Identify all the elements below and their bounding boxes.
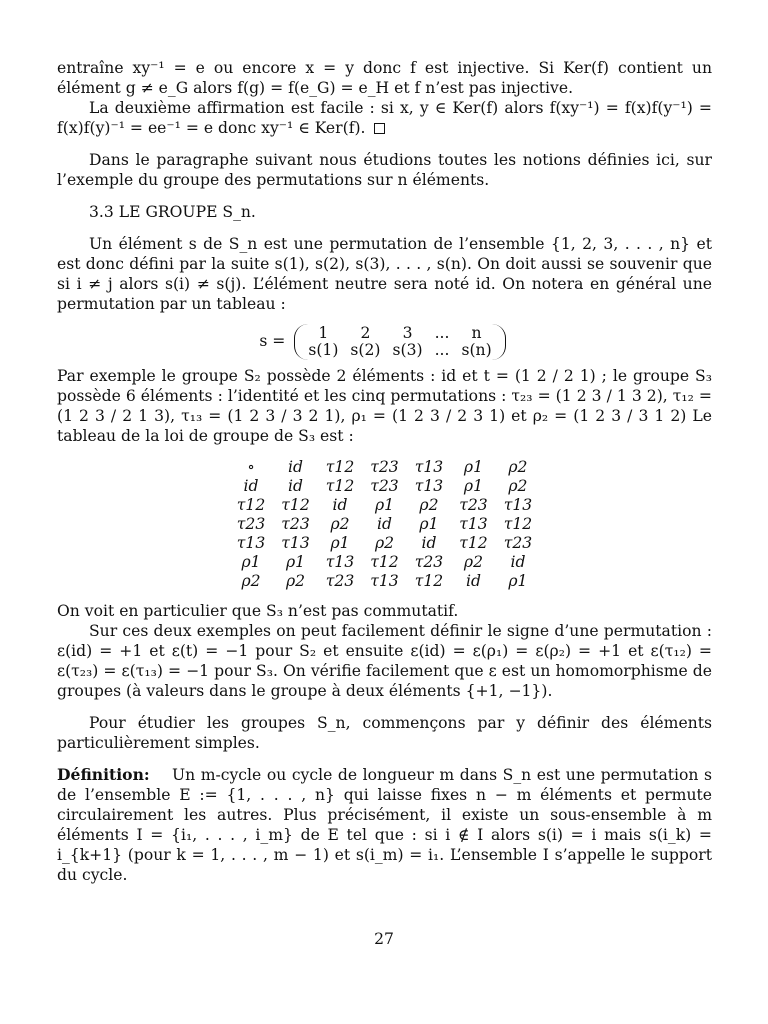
law-table-cell: id <box>332 496 348 514</box>
law-table-cell: ρ2 <box>241 572 261 590</box>
law-table-cell: τ13 <box>236 534 266 552</box>
law-table-cell: τ23 <box>503 534 533 552</box>
law-table-cell: τ23 <box>370 458 399 476</box>
permutation-matrix <box>294 324 505 360</box>
matrix-cell: s(n) <box>461 341 492 359</box>
matrix-cell: n <box>471 324 482 342</box>
law-table-cell: ρ2 <box>419 496 439 514</box>
matrix-cell: 3 <box>402 324 413 342</box>
law-table-cell: τ23 <box>459 496 488 514</box>
law-table-cell: τ12 <box>370 553 399 571</box>
matrix-cell: s(3) <box>392 341 423 359</box>
law-table-cell: ρ2 <box>463 553 483 571</box>
law-table-cell: id <box>243 477 259 495</box>
law-table-row <box>229 534 540 553</box>
matrix-row <box>302 325 497 342</box>
definition <box>57 765 712 885</box>
law-table-cell: τ13 <box>503 496 533 514</box>
law-table-cell: id <box>465 572 481 590</box>
law-table-row <box>229 515 540 534</box>
law-table-cell: τ12 <box>459 534 488 552</box>
group-law-table <box>229 458 540 591</box>
matrix-cell: ... <box>434 324 450 342</box>
law-table-cell: τ23 <box>325 572 355 590</box>
law-table-row <box>229 572 540 591</box>
paragraph-study: Pour étudier les groupes S_n, commençons par y définir des éléments particulièrement simples. <box>57 714 712 752</box>
matrix-cell: s(1) <box>308 341 339 359</box>
paragraph-noncommutative: On voit en particulier que S₃ n’est pas commutatif. <box>57 602 459 620</box>
law-table-cell: ρ1 <box>419 515 439 533</box>
law-table-cell: τ13 <box>281 534 310 552</box>
paragraph-kernel: La deuxième affirmation est facile : si x, y ∈ Ker(f) alors f(xy⁻¹) = f(x)f(y⁻¹) = f(x)f(y)⁻¹ = ee⁻¹ = e donc xy⁻¹ ∈ Ker(f). <box>57 99 712 137</box>
law-table-cell: τ23 <box>236 515 266 533</box>
law-table-row <box>229 458 540 477</box>
law-table-cell: ρ1 <box>330 534 350 552</box>
matrix-cell: ... <box>434 341 450 359</box>
law-table-cell: id <box>288 458 304 476</box>
law-table-cell: ρ2 <box>508 477 528 495</box>
matrix-cell: 2 <box>360 324 371 342</box>
law-table-row <box>229 553 540 572</box>
qed-box-icon <box>374 123 385 134</box>
law-table-row <box>229 477 540 496</box>
law-table-cell: ρ1 <box>463 477 483 495</box>
law-table-cell: τ12 <box>236 496 266 514</box>
paragraph-permutation: Un élément s de S_n est une permutation de l’ensemble {1, 2, 3, . . . , n} et est donc défini par la suite s(1), s(2), s(3), . . . , s(n). On doit aussi se souvenir que si i ≠ j alors s(i) ≠ s(j). L’élément neutre sera noté id. On notera en général une permutation par un tableau : <box>57 235 712 313</box>
definition-text: Un m-cycle ou cycle de longueur m dans S_n est une permutation s de l’ensemble E := {1, . . . , n} qui laisse fixes n − m éléments et permute circulairement les autres. Plus précisément, il existe un sous-ensemble à m éléments I = {i₁, . . . , i_m} de E tel que : si i ∉ I alors s(i) = i mais s(i_k) = i_{k+1} (pour k = 1, . . . , m − 1) et s(i_m) = i₁. L’ensemble I s’appelle le support du cycle. <box>57 766 712 884</box>
law-table-cell: τ23 <box>281 515 310 533</box>
law-table-cell: τ12 <box>414 572 444 590</box>
law-table-cell: ρ1 <box>463 458 483 476</box>
display-permutation <box>57 324 712 360</box>
law-table-cell: τ12 <box>325 458 355 476</box>
page-number: 27 <box>374 930 394 948</box>
law-table-cell: τ13 <box>459 515 488 533</box>
law-table-cell: ρ2 <box>374 534 395 552</box>
law-table-cell: id <box>421 534 437 552</box>
law-table-cell: τ13 <box>370 572 399 590</box>
law-table-cell: id <box>288 477 304 495</box>
matrix-row <box>302 342 497 359</box>
paragraph-injective: entraîne xy⁻¹ = e ou encore x = y donc f est injective. Si Ker(f) contient un élément g ≠ e_G alors f(g) = f(e_G) = e_H et f n’est pas injective. <box>57 59 712 97</box>
law-table-cell: ρ2 <box>508 458 528 476</box>
section-title: 3.3 LE GROUPE S_n. <box>89 203 256 221</box>
law-table-cell: ∘ <box>247 458 255 476</box>
paragraph-sign: Sur ces deux exemples on peut facilement définir le signe d’une permutation : ε(id) = +1 et ε(t) = −1 pour S₂ et ensuite ε(id) = ε(ρ₁) = ε(ρ₂) = +1 et ε(τ₁₂) = ε(τ₂₃) = ε(τ₁₃) = −1 pour S₃. On vérifie facilement que ε est un homomorphisme de groupes (à valeurs dans le groupe à deux éléments {+1, −1}). <box>57 622 712 700</box>
law-table-cell: τ23 <box>370 477 399 495</box>
law-table-cell: id <box>377 515 392 533</box>
matrix-cell: s(2) <box>350 341 381 359</box>
definition-label: Définition: <box>57 765 150 784</box>
law-table-cell: ρ2 <box>330 515 350 533</box>
paragraph-examples: Par exemple le groupe S₂ possède 2 éléments : id et t = (1 2 / 2 1) ; le groupe S₃ possède 6 éléments : l’identité et les cinq permutations : τ₂₃ = (1 2 3 / 1 3 2), τ₁₂ = (1 2 3 / 2 1 3), τ₁₃ = (1 2 3 / 3 2 1), ρ₁ = (1 2 3 / 2 3 1) et ρ₂ = (1 2 3 / 3 1 2) Le tableau de la loi de groupe de S₃ est : <box>57 367 712 445</box>
law-table-row <box>229 496 540 515</box>
law-table-cell: ρ1 <box>241 553 261 571</box>
law-table-cell: τ12 <box>325 477 355 495</box>
paragraph-intro: Dans le paragraphe suivant nous étudions toutes les notions définies ici, sur l’exemple du groupe des permutations sur n éléments. <box>57 151 712 189</box>
law-table-cell: τ12 <box>281 496 310 514</box>
law-table-cell: τ13 <box>325 553 355 571</box>
matrix-cell: 1 <box>318 324 329 342</box>
law-table-cell: τ23 <box>414 553 444 571</box>
law-table-cell: τ12 <box>503 515 533 533</box>
law-table-cell: ρ1 <box>285 553 306 571</box>
law-table-cell: ρ1 <box>374 496 395 514</box>
law-table-cell: τ13 <box>414 477 444 495</box>
display-lhs: s = <box>259 332 286 350</box>
law-table-cell: ρ1 <box>508 572 528 590</box>
law-table-cell: id <box>510 553 526 571</box>
law-table-cell: τ13 <box>414 458 444 476</box>
law-table-cell: ρ2 <box>285 572 306 590</box>
page-body <box>57 58 712 885</box>
